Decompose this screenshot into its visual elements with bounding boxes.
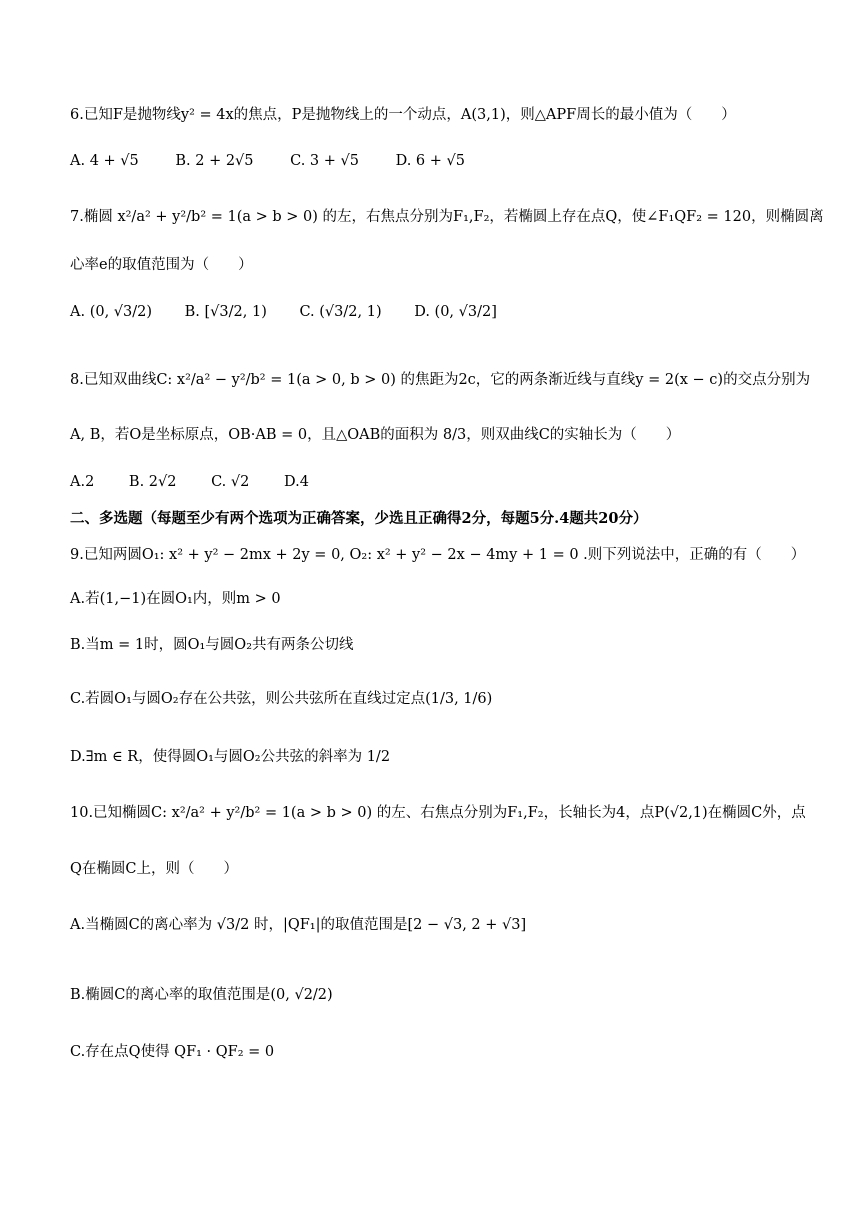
q10-option-a: A.当椭圆C的离心率为 √3/2 时，|QF₁|的取值范围是[2 − √3, 2 + √3] [70,917,527,933]
q10-option-b: B.椭圆C的离心率的取值范围是(0, √2/2) [70,987,333,1003]
q7-stem-line1: 7.椭圆 x²/a² + y²/b² = 1(a > b > 0) 的左，右焦点分别为F₁,F₂，若椭圆上存在点Q，使∠F₁QF₂ = 120，则椭圆离 [70,209,824,225]
q8-option-c: C. √2 [211,474,250,490]
q7-option-a: A. (0, √3/2) [70,304,153,320]
q6-option-b: B. 2 + 2√5 [175,153,254,169]
q7-option-c: C. (√3/2, 1) [299,304,382,320]
q9-option-b: B.当m = 1时，圆O₁与圆O₂共有两条公切线 [70,637,354,653]
q7-option-b: B. [√3/2, 1) [184,304,267,320]
q10-stem-line1: 10.已知椭圆C: x²/a² + y²/b² = 1(a > b > 0) 的左、右焦点分别为F₁,F₂，长轴长为4，点P(√2,1)在椭圆C外，点 [70,805,806,821]
q8-option-a: A.2 [70,474,95,490]
q8-options [70,475,339,490]
q6-stem: 6.已知F是抛物线y² = 4x的焦点，P是抛物线上的一个动点，A(3,1)，则△APF周长的最小值为（ ） [70,107,736,123]
q8-option-b: B. 2√2 [128,474,177,490]
q8-option-d: D.4 [283,474,309,490]
q7-stem-line2: 心率e的取值范围为（ ） [70,257,253,273]
q10-option-c: C.存在点Q使得 QF₁ · QF₂ = 0 [70,1044,275,1060]
q7-option-d: D. (0, √3/2] [414,304,497,320]
q6-options [70,154,497,169]
q6-option-a: A. 4 + √5 [70,153,139,169]
q9-option-d: D.∃m ∈ R，使得圆O₁与圆O₂公共弦的斜率为 1/2 [70,749,391,765]
q6-option-c: C. 3 + √5 [290,153,359,169]
q9-option-c: C.若圆O₁与圆O₂存在公共弦，则公共弦所在直线过定点(1/3, 1/6) [70,691,493,707]
q6-option-d: D. 6 + √5 [395,153,465,169]
q7-options [70,305,525,320]
q9-stem: 9.已知两圆O₁: x² + y² − 2mx + 2y = 0, O₂: x² + y² − 2x − 4my + 1 = 0 .则下列说法中，正确的有（ ） [70,547,806,563]
q9-option-a: A.若(1,−1)在圆O₁内，则m > 0 [70,591,281,607]
q8-stem-line1: 8.已知双曲线C: x²/a² − y²/b² = 1(a > 0, b > 0) 的焦距为2c，它的两条渐近线与直线y = 2(x − c)的交点分别为 [70,372,811,388]
section-2-title: 二、多选题（每题至少有两个选项为正确答案，少选且正确得2分，每题5分.4题共20分） [70,510,648,527]
q10-stem-line2: Q在椭圆C上，则（ ） [70,861,238,877]
q8-stem-line2: A, B，若O是坐标原点，OB·AB = 0，且△OAB的面积为 8/3，则双曲线C的实轴长为（ ） [70,427,681,443]
